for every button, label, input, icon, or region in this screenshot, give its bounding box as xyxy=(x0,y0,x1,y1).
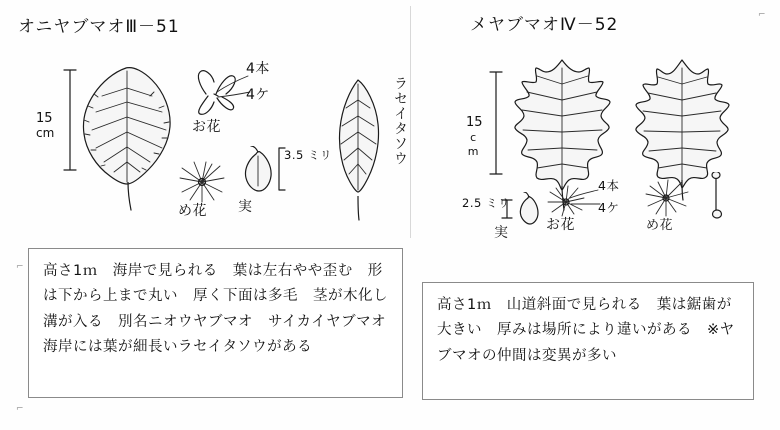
oniyabumao-leaf-drawing xyxy=(74,62,184,192)
right-panel-title: メヤブマオⅣ－52 xyxy=(470,15,619,35)
left-scale-label xyxy=(36,112,54,141)
right-label-male-flower: お花 xyxy=(546,217,575,233)
left-scale-value: 15 xyxy=(36,111,53,126)
meyabumao-leaf-1-drawing xyxy=(506,54,622,196)
right-label-flower-count-1: 4本 xyxy=(598,178,620,193)
left-label-fruit: 実 xyxy=(238,199,253,215)
meyabumao-leaf-2-drawing xyxy=(626,56,742,190)
panel-divider xyxy=(410,6,411,238)
right-stalk-drawing xyxy=(706,172,730,220)
right-caption-text: 高さ1ｍ 山道斜面で見られる 葉は鋸歯が大きい 厚みは場所により違いがある ※ヤブマオの仲間は変異が多い xyxy=(437,297,735,364)
right-scale-bar-icon xyxy=(488,68,504,180)
corner-mark-tr: ⌐ xyxy=(758,10,766,20)
left-label-fruit-size xyxy=(284,148,332,163)
fruit-drawing xyxy=(238,146,278,198)
fruit-size-value: 3.5 ミリ xyxy=(284,148,332,162)
left-label-male-flower: お花 xyxy=(192,119,221,135)
right-scale-unit: cm xyxy=(466,130,480,159)
right-label-flower-count-2: 4ケ xyxy=(598,200,620,215)
left-caption-box xyxy=(28,248,403,398)
right-caption-box xyxy=(422,282,754,400)
left-label-flower-count-1: 4本 xyxy=(246,61,270,77)
left-label-female-flower: め花 xyxy=(178,203,207,219)
corner-mark-bl: ⌐ xyxy=(16,404,24,414)
right-scale-value: 15 xyxy=(466,115,483,130)
left-caption-text: 高さ1ｍ 海岸で見られる 葉は左右やや歪む 形は下から上まで丸い 厚く下面は多毛 茎が木化し溝が入る 別名ニオウヤブマオ サイカイヤブマオ 海岸には葉が細長いラセイタソウがある xyxy=(43,263,402,356)
right-label-fruit: 実 xyxy=(494,225,509,241)
raseitanso-petiole xyxy=(350,196,368,222)
right-scale-label xyxy=(466,116,483,164)
left-label-raseitanso: ラセイタソウ xyxy=(392,76,408,166)
right-fruit-size-value: 2.5 ミリ xyxy=(462,196,510,210)
raseitanso-leaf-drawing xyxy=(328,76,388,206)
left-panel-title: オニヤブマオⅢ－51 xyxy=(18,17,180,37)
left-scale-unit: cm xyxy=(36,125,55,140)
left-label-flower-count-2: 4ケ xyxy=(246,87,270,103)
right-label-fruit-size xyxy=(462,196,510,210)
oniyabumao-petiole xyxy=(120,182,140,212)
right-label-female-flower: め花 xyxy=(646,218,674,233)
corner-mark-tl: ⌐ xyxy=(16,262,24,272)
